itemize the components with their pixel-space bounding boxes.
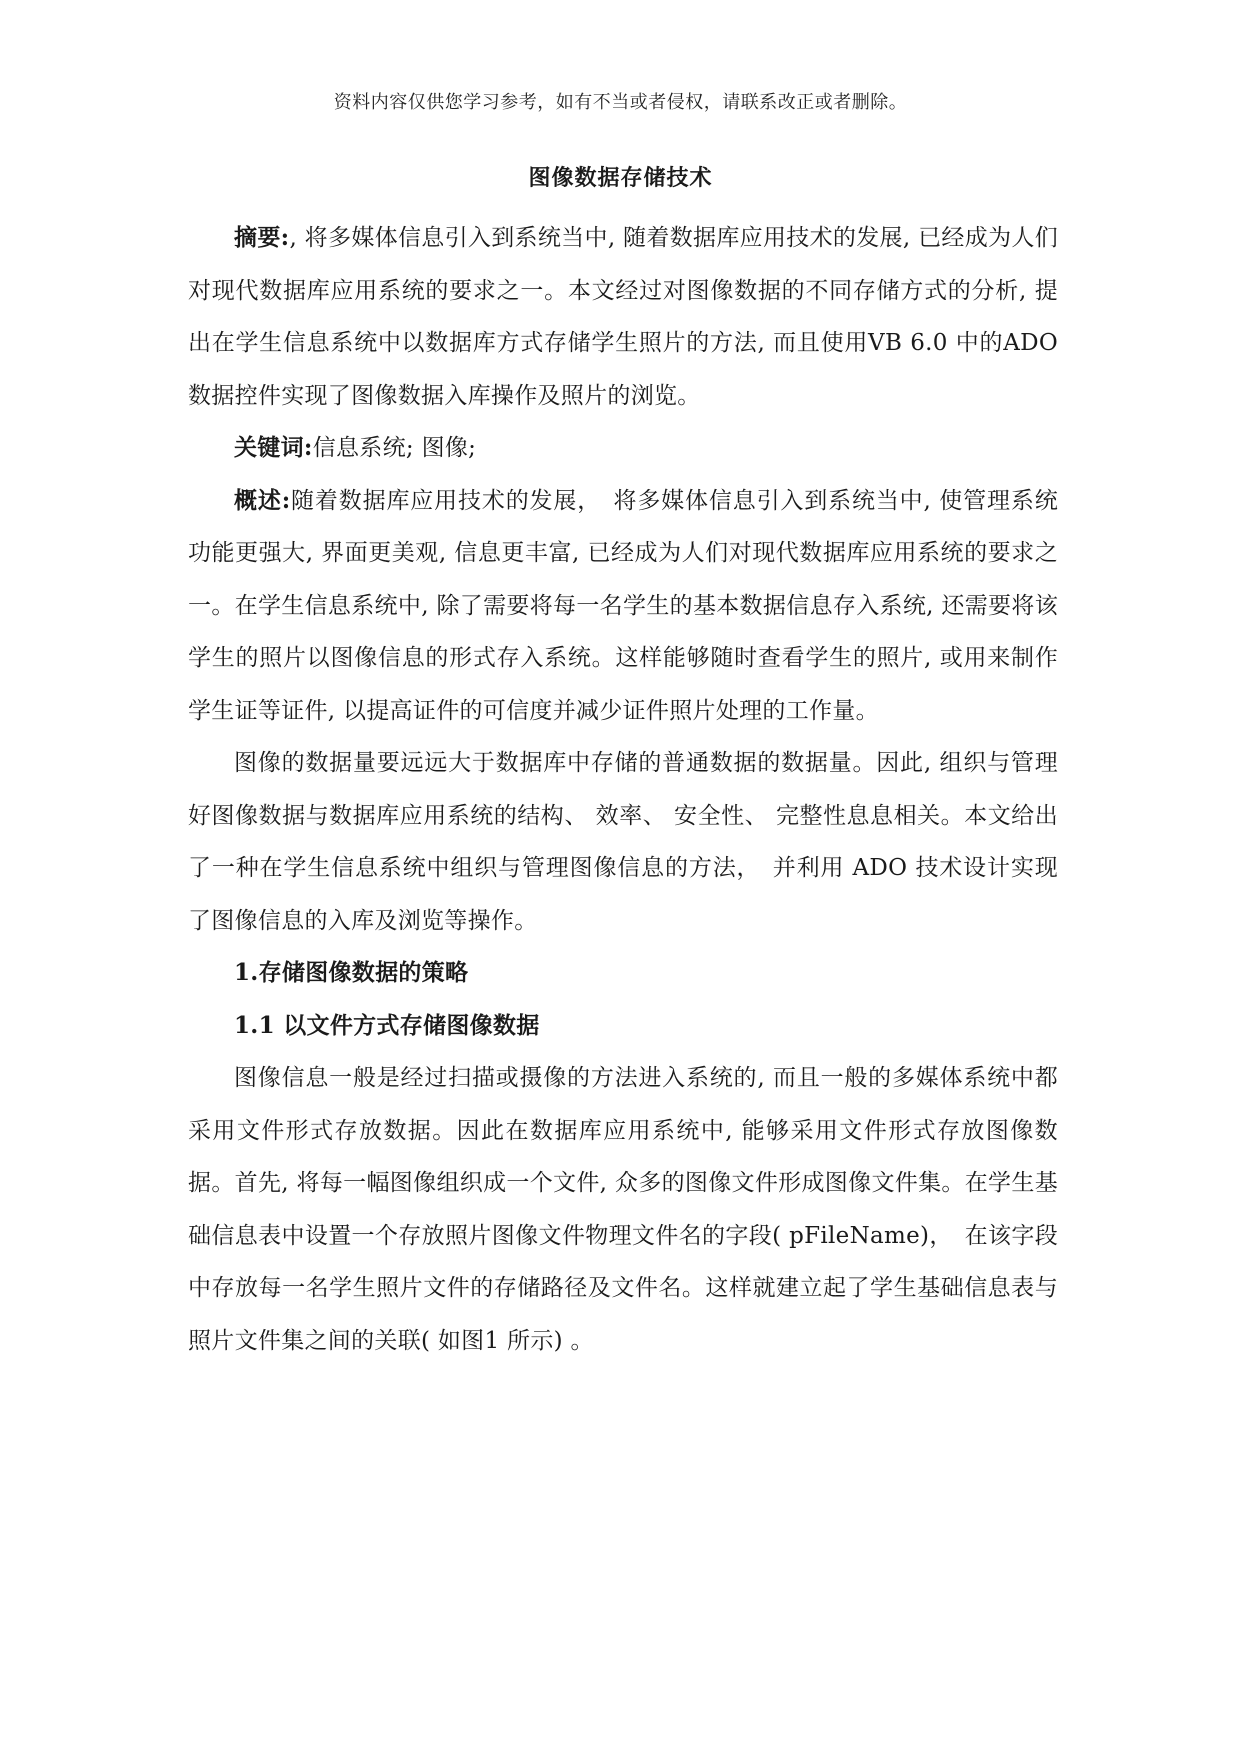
disclaimer-header: 资料内容仅供您学习参考，如有不当或者侵权，请联系改正或者删除。 <box>333 92 908 113</box>
overview-label: 概述: <box>234 486 291 514</box>
document-body <box>188 212 1058 1367</box>
abstract-label: 摘要: <box>234 224 290 251</box>
section-heading-1: 1.存储图像数据的策略 <box>234 959 469 986</box>
section-heading-1-1: 1.1 以文件方式存储图像数据 <box>234 1011 540 1039</box>
keywords-text: 信息系统; 图像; <box>312 435 477 461</box>
keywords-paragraph <box>188 422 1058 475</box>
body-paragraph-3: 图像信息一般是经过扫描或摄像的方法进入系统的, 而且一般的多媒体系统中都采用文件形式存放数据。因此在数据库应用系统中, 能够采用文件形式存放图像数据。首先, 将每一幅图像组织成一个文件, 众多的图像文件形成图像文件集。在学生基础信息表中设置一个存放照片图像文件物理文件名的字段( pFileName)， 在该字段中存放每一名学生照片文件的存储路径及文件名。这样就建立起了学生基础信息表与照片文件集之间的关联( 如图1 所示) 。 <box>188 1065 1058 1354</box>
body-paragraph-2: 图像的数据量要远远大于数据库中存储的普通数据的数据量。因此, 组织与管理好图像数据与数据库应用系统的结构、 效率、 安全性、 完整性息息相关。本文给出了一种在学生信息系统中组织与管理图像信息的方法， 并利用 ADO 技术设计实现了图像信息的入库及浏览等操作。 <box>188 750 1058 934</box>
overview-paragraph <box>188 475 1058 738</box>
abstract-text: , 将多媒体信息引入到系统当中, 随着数据库应用技术的发展, 已经成为人们对现代数据库应用系统的要求之一。本文经过对图像数据的不同存储方式的分析, 提出在学生信息系统中以数据库方式存储学生照片的方法, 而且使用VB 6.0 中的ADO 数据控件实现了图像数据入库操作及照片的浏览。 <box>188 225 1059 409</box>
overview-text: 随着数据库应用技术的发展， 将多媒体信息引入到系统当中, 使管理系统功能更强大, 界面更美观, 信息更丰富, 已经成为人们对现代数据库应用系统的要求之一。在学生信息系统中, 除了需要将每一名学生的基本数据信息存入系统, 还需要将该学生的照片以图像信息的形式存入系统。这样能够随时查看学生的照片, 或用来制作学生证等证件, 以提高证件的可信度并减少证件照片处理的工作量。 <box>188 487 1059 724</box>
document-title: 图像数据存储技术 <box>528 165 713 191</box>
keywords-label: 关键词: <box>234 434 313 461</box>
abstract-paragraph <box>188 212 1058 422</box>
